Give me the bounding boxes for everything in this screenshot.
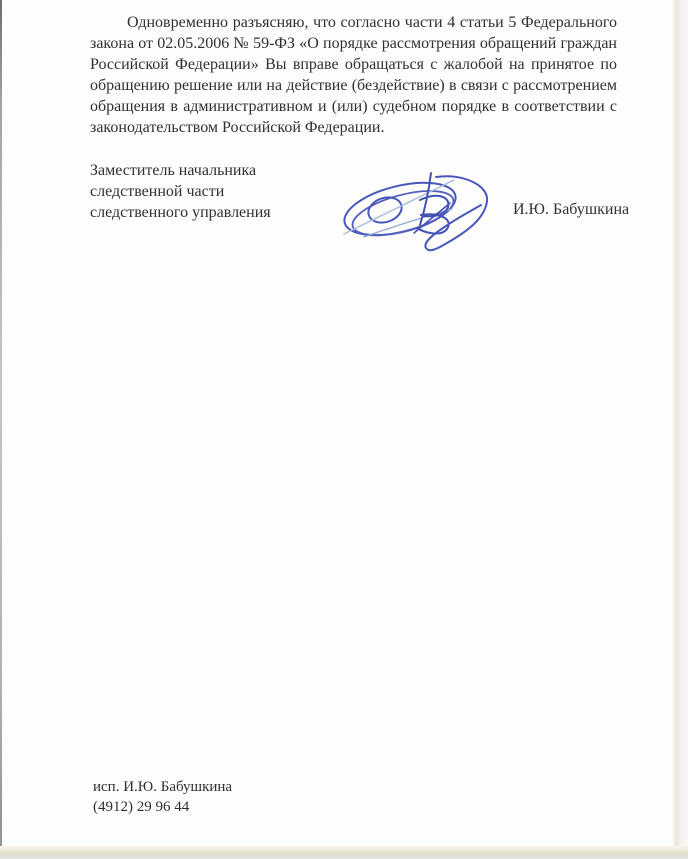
signer-position-line: следственного управления — [90, 204, 271, 221]
signer-position-title — [90, 160, 271, 223]
paragraph-line: обращения в административном и (или) судебном порядке в соответствии с — [90, 98, 617, 115]
executor-line: исп. И.Ю. Бабушкина — [93, 779, 233, 795]
paragraph-line: законодательством Российской Федерации. — [90, 119, 385, 136]
body-paragraph — [90, 12, 617, 138]
paragraph-line: обращению решение или на действие (бездействие) в связи с рассмотрением — [90, 77, 617, 94]
paragraph-line: Российской Федерации» Вы вправе обращаться с жалобой на принятое по — [90, 56, 617, 73]
paragraph-line: закона от 02.05.2006 № 59-ФЗ «О порядке рассмотрения обращений граждан — [90, 35, 617, 52]
page-right-edge-shadow — [672, 0, 688, 859]
executor-phone: (4912) 29 96 44 — [93, 799, 190, 815]
paragraph-line: Одновременно разъясняю, что согласно части 4 статьи 5 Федерального — [127, 14, 617, 31]
signer-name: И.Ю. Бабушкина — [513, 201, 630, 218]
handwritten-signature — [330, 167, 494, 259]
signer-position-line: следственной части — [90, 183, 225, 200]
executor-block — [93, 777, 232, 817]
signer-position-line: Заместитель начальника — [90, 162, 257, 179]
page-left-edge-shadow — [0, 0, 2, 859]
page-bottom-edge-shadow — [0, 846, 688, 859]
